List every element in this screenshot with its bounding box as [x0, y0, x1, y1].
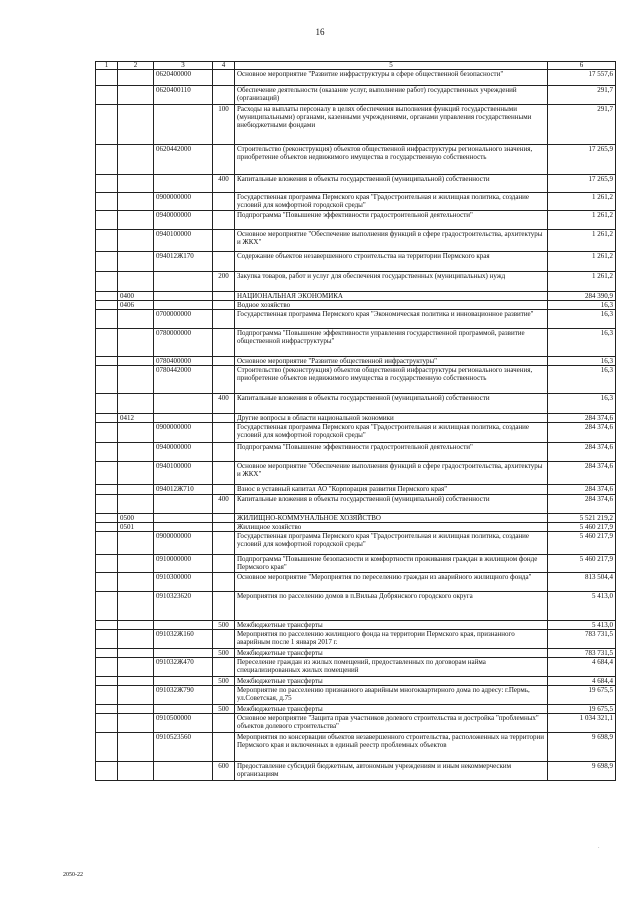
- cell-c3: 0900000000: [154, 423, 213, 443]
- header-cell: 1: [96, 62, 118, 70]
- cell-c4: [213, 630, 235, 649]
- table-row: [96, 86, 616, 105]
- cell-c6: 1 261,2: [548, 193, 616, 211]
- cell-c6: 9 698,9: [548, 762, 616, 781]
- table-row: [96, 230, 616, 252]
- cell-c4: [213, 514, 235, 523]
- table-row: [96, 592, 616, 621]
- table-row: [96, 514, 616, 523]
- cell-c2: [118, 443, 154, 462]
- cell-c5: Обеспечение деятельности (оказание услуг, выполнение работ) государственных учреждений (организаций): [235, 86, 548, 105]
- cell-c5: Основное мероприятие "Обеспечение выполнения функций в сфере градостроительства, архитектуры и ЖКХ": [235, 230, 548, 252]
- header-cell: 3: [154, 62, 213, 70]
- cell-c4: [213, 555, 235, 573]
- cell-c6: 19 675,5: [548, 686, 616, 705]
- cell-c1: [96, 555, 118, 573]
- cell-c5: Межбюджетные трансферты: [235, 649, 548, 658]
- cell-c5: Содержание объектов незавершенного строительства на территории Пермского края: [235, 252, 548, 272]
- cell-c1: [96, 292, 118, 301]
- cell-c3: 0780442000: [154, 366, 213, 394]
- cell-c1: [96, 592, 118, 621]
- cell-c3: 0700000000: [154, 310, 213, 329]
- cell-c3: 0940000000: [154, 443, 213, 462]
- cell-c3: [154, 495, 213, 514]
- cell-c4: [213, 145, 235, 175]
- cell-c3: [154, 649, 213, 658]
- cell-c3: 0910323620: [154, 592, 213, 621]
- cell-c4: [213, 485, 235, 495]
- table-row: [96, 366, 616, 394]
- cell-c6: 5 413,0: [548, 621, 616, 630]
- cell-c4: [213, 658, 235, 677]
- cell-c5: Предоставление субсидий бюджетным, автономным учреждениям и иным некоммерческим организациям: [235, 762, 548, 781]
- cell-c3: 0620400000: [154, 70, 213, 86]
- cell-c6: 16,3: [548, 366, 616, 394]
- cell-c2: [118, 462, 154, 485]
- cell-c2: [118, 658, 154, 677]
- cell-c2: 0406: [118, 301, 154, 310]
- table-row: [96, 272, 616, 292]
- table-row: [96, 495, 616, 514]
- cell-c2: [118, 329, 154, 357]
- table-row: [96, 462, 616, 485]
- cell-c1: [96, 677, 118, 686]
- cell-c4: [213, 230, 235, 252]
- cell-c2: [118, 145, 154, 175]
- table-row: [96, 621, 616, 630]
- cell-c3: 094012Ж170: [154, 252, 213, 272]
- cell-c3: [154, 301, 213, 310]
- cell-c5: Подпрограмма "Повышение эффективности градостроительной деятельности": [235, 211, 548, 230]
- table-row: [96, 105, 616, 145]
- cell-c1: [96, 394, 118, 414]
- cell-c4: [213, 714, 235, 733]
- cell-c6: 284 374,6: [548, 423, 616, 443]
- cell-c4: [213, 329, 235, 357]
- cell-c1: [96, 357, 118, 366]
- cell-c2: [118, 485, 154, 495]
- cell-c6: 284 374,6: [548, 462, 616, 485]
- cell-c2: [118, 621, 154, 630]
- table-row: [96, 762, 616, 781]
- cell-c2: [118, 573, 154, 592]
- cell-c5: Мероприятия по консервации объектов незавершенного строительства, расположенных на территории Пермского края и включенных в единый реестр проблемных объектов: [235, 733, 548, 762]
- table-row: [96, 443, 616, 462]
- table-row: [96, 649, 616, 658]
- cell-c3: 091032Ж470: [154, 658, 213, 677]
- cell-c2: [118, 555, 154, 573]
- cell-c2: [118, 677, 154, 686]
- cell-c5: Государственная программа Пермского края "Градостроительная и жилищная политика, создание условий для комфортной городской среды": [235, 423, 548, 443]
- cell-c2: 0400: [118, 292, 154, 301]
- table-row: [96, 555, 616, 573]
- table-row: [96, 310, 616, 329]
- table-row: [96, 145, 616, 175]
- cell-c2: [118, 714, 154, 733]
- cell-c4: [213, 423, 235, 443]
- cell-c2: [118, 592, 154, 621]
- cell-c6: 783 731,5: [548, 630, 616, 649]
- cell-c3: 0940100000: [154, 230, 213, 252]
- cell-c5: Государственная программа Пермского края "Градостроительная и жилищная политика, создание условий для комфортной городской среды": [235, 193, 548, 211]
- cell-c2: 0412: [118, 414, 154, 423]
- cell-c5: Подпрограмма "Повышение эффективности градостроительной деятельности": [235, 443, 548, 462]
- table-body: [96, 62, 616, 781]
- cell-c6: 9 698,9: [548, 733, 616, 762]
- cell-c4: [213, 733, 235, 762]
- table-row: [96, 175, 616, 193]
- cell-c4: 400: [213, 394, 235, 414]
- cell-c3: [154, 292, 213, 301]
- cell-c1: [96, 621, 118, 630]
- cell-c1: [96, 211, 118, 230]
- header-cell: 4: [213, 62, 235, 70]
- cell-c1: [96, 762, 118, 781]
- cell-c1: [96, 495, 118, 514]
- header-row: [96, 62, 616, 70]
- cell-c1: [96, 523, 118, 532]
- cell-c5: Мероприятия по расселению жилищного фонда на территории Пермского края, признанного аварийным после 1 января 2017 г.: [235, 630, 548, 649]
- cell-c6: 284 374,6: [548, 495, 616, 514]
- cell-c3: [154, 705, 213, 714]
- table-row: [96, 705, 616, 714]
- cell-c2: [118, 649, 154, 658]
- cell-c6: 284 374,6: [548, 485, 616, 495]
- header-cell: 5: [235, 62, 548, 70]
- cell-c3: 0910300000: [154, 573, 213, 592]
- cell-c2: [118, 175, 154, 193]
- margin-mark: .: [598, 844, 600, 850]
- cell-c5: Основное мероприятие "Обеспечение выполнения функций в сфере градостроительства, архитектуры и ЖКХ": [235, 462, 548, 485]
- cell-c4: [213, 211, 235, 230]
- table-row: [96, 630, 616, 649]
- cell-c6: 284 374,6: [548, 443, 616, 462]
- cell-c6: 1 261,2: [548, 272, 616, 292]
- cell-c3: 094012Ж710: [154, 485, 213, 495]
- cell-c4: [213, 523, 235, 532]
- cell-c5: Подпрограмма "Повышение безопасности и комфортности проживания граждан в жилищном фонде Пермского края": [235, 555, 548, 573]
- cell-c1: [96, 462, 118, 485]
- cell-c3: 0620442000: [154, 145, 213, 175]
- cell-c6: 19 675,5: [548, 705, 616, 714]
- cell-c2: [118, 705, 154, 714]
- cell-c4: [213, 193, 235, 211]
- cell-c1: [96, 252, 118, 272]
- table-row: [96, 686, 616, 705]
- cell-c4: [213, 443, 235, 462]
- table-row: [96, 573, 616, 592]
- cell-c5: Основное мероприятие "Развитие общественной инфраструктуры": [235, 357, 548, 366]
- cell-c6: 16,3: [548, 329, 616, 357]
- cell-c3: [154, 394, 213, 414]
- cell-c6: 16,3: [548, 310, 616, 329]
- cell-c5: Капитальные вложения в объекты государственной (муниципальной) собственности: [235, 175, 548, 193]
- cell-c2: [118, 733, 154, 762]
- cell-c4: 600: [213, 762, 235, 781]
- cell-c5: Основное мероприятие "Развитие инфраструктуры в сфере общественной безопасности": [235, 70, 548, 86]
- cell-c6: 5 460 217,9: [548, 532, 616, 555]
- cell-c1: [96, 705, 118, 714]
- cell-c6: 783 731,5: [548, 649, 616, 658]
- header-cell: 6: [548, 62, 616, 70]
- cell-c1: [96, 485, 118, 495]
- cell-c2: [118, 310, 154, 329]
- cell-c2: [118, 70, 154, 86]
- table-row: [96, 423, 616, 443]
- cell-c2: [118, 762, 154, 781]
- cell-c3: 0900000000: [154, 532, 213, 555]
- cell-c4: [213, 366, 235, 394]
- cell-c4: 400: [213, 175, 235, 193]
- cell-c3: 0780000000: [154, 329, 213, 357]
- cell-c6: 5 460 217,9: [548, 523, 616, 532]
- cell-c4: 500: [213, 677, 235, 686]
- cell-c4: [213, 532, 235, 555]
- cell-c6: 284 374,6: [548, 414, 616, 423]
- cell-c1: [96, 105, 118, 145]
- cell-c1: [96, 301, 118, 310]
- cell-c1: [96, 272, 118, 292]
- cell-c6: 813 504,4: [548, 573, 616, 592]
- cell-c6: 17 265,9: [548, 145, 616, 175]
- cell-c2: [118, 86, 154, 105]
- cell-c5: Строительство (реконструкция) объектов общественной инфраструктуры регионального значения, приобретение объектов недвижимого имущества в государственную собственность: [235, 145, 548, 175]
- cell-c5: Водное хозяйство: [235, 301, 548, 310]
- cell-c1: [96, 573, 118, 592]
- cell-c4: [213, 573, 235, 592]
- cell-c1: [96, 733, 118, 762]
- cell-c4: [213, 86, 235, 105]
- cell-c3: [154, 677, 213, 686]
- cell-c2: [118, 272, 154, 292]
- cell-c5: Другие вопросы в области национальной экономики: [235, 414, 548, 423]
- cell-c2: [118, 686, 154, 705]
- cell-c6: 1 261,2: [548, 230, 616, 252]
- cell-c4: [213, 301, 235, 310]
- cell-c2: [118, 357, 154, 366]
- cell-c4: 500: [213, 705, 235, 714]
- cell-c6: 16,3: [548, 357, 616, 366]
- budget-table: [95, 61, 616, 781]
- cell-c3: 0940100000: [154, 462, 213, 485]
- cell-c6: 291,7: [548, 105, 616, 145]
- table-row: [96, 485, 616, 495]
- cell-c1: [96, 443, 118, 462]
- cell-c3: 0780400000: [154, 357, 213, 366]
- cell-c1: [96, 686, 118, 705]
- cell-c2: [118, 230, 154, 252]
- cell-c1: [96, 532, 118, 555]
- table-row: [96, 70, 616, 86]
- cell-c5: Жилищное хозяйство: [235, 523, 548, 532]
- cell-c1: [96, 145, 118, 175]
- cell-c4: [213, 592, 235, 621]
- cell-c6: 1 261,2: [548, 252, 616, 272]
- cell-c2: 0500: [118, 514, 154, 523]
- cell-c4: 400: [213, 495, 235, 514]
- cell-c5: Строительство (реконструкция) объектов общественной инфраструктуры регионального значения, приобретение объектов недвижимого имущества в государственную собственность: [235, 366, 548, 394]
- cell-c4: 500: [213, 621, 235, 630]
- cell-c5: Государственная программа Пермского края "Градостроительная и жилищная политика, создание условий для комфортной городской среды": [235, 532, 548, 555]
- cell-c1: [96, 329, 118, 357]
- cell-c5: Переселение граждан из жилых помещений, предоставленных по договорам найма специализированных жилых помещений: [235, 658, 548, 677]
- cell-c4: 200: [213, 272, 235, 292]
- cell-c4: 100: [213, 105, 235, 145]
- cell-c1: [96, 70, 118, 86]
- table-row: [96, 532, 616, 555]
- cell-c1: [96, 514, 118, 523]
- cell-c2: 0501: [118, 523, 154, 532]
- cell-c1: [96, 366, 118, 394]
- cell-c6: 5 413,0: [548, 592, 616, 621]
- cell-c6: 284 390,9: [548, 292, 616, 301]
- cell-c6: 5 521 219,2: [548, 514, 616, 523]
- cell-c5: Капитальные вложения в объекты государственной (муниципальной) собственности: [235, 394, 548, 414]
- cell-c2: [118, 495, 154, 514]
- cell-c1: [96, 310, 118, 329]
- cell-c4: [213, 292, 235, 301]
- table-row: [96, 292, 616, 301]
- cell-c1: [96, 423, 118, 443]
- cell-c1: [96, 86, 118, 105]
- cell-c5: ЖИЛИЩНО-КОММУНАЛЬНОЕ ХОЗЯЙСТВО: [235, 514, 548, 523]
- cell-c5: Закупка товаров, работ и услуг для обеспечения государственных (муниципальных) нужд: [235, 272, 548, 292]
- cell-c1: [96, 630, 118, 649]
- cell-c2: [118, 252, 154, 272]
- cell-c3: 0900000000: [154, 193, 213, 211]
- cell-c6: 16,3: [548, 394, 616, 414]
- cell-c5: Мероприятие по расселению признанного аварийным многоквартирного дома по адресу: г.Пермь, ул.Советская, д.75: [235, 686, 548, 705]
- cell-c3: [154, 621, 213, 630]
- table-row: [96, 677, 616, 686]
- cell-c2: [118, 105, 154, 145]
- cell-c1: [96, 175, 118, 193]
- cell-c4: [213, 462, 235, 485]
- cell-c5: Основное мероприятие "Защита прав участников долевого строительства и достройка "проблемных" объектов долевого строительства": [235, 714, 548, 733]
- cell-c6: 5 460 217,9: [548, 555, 616, 573]
- cell-c5: Мероприятия по расселению домов в п.Вильва Добрянского городского округа: [235, 592, 548, 621]
- table-row: [96, 414, 616, 423]
- cell-c6: 17 265,9: [548, 175, 616, 193]
- cell-c6: 17 557,6: [548, 70, 616, 86]
- cell-c3: 0910000000: [154, 555, 213, 573]
- cell-c4: [213, 686, 235, 705]
- cell-c5: Межбюджетные трансферты: [235, 705, 548, 714]
- table-row: [96, 714, 616, 733]
- cell-c6: 1 261,2: [548, 211, 616, 230]
- cell-c3: [154, 272, 213, 292]
- cell-c2: [118, 394, 154, 414]
- cell-c5: Капитальные вложения в объекты государственной (муниципальной) собственности: [235, 495, 548, 514]
- cell-c1: [96, 193, 118, 211]
- cell-c5: Межбюджетные трансферты: [235, 677, 548, 686]
- cell-c3: 0910500000: [154, 714, 213, 733]
- cell-c2: [118, 366, 154, 394]
- cell-c1: [96, 230, 118, 252]
- cell-c5: Государственная программа Пермского края "Экономическая политика и инновационное развитие": [235, 310, 548, 329]
- cell-c3: [154, 514, 213, 523]
- cell-c4: [213, 414, 235, 423]
- header-cell: 2: [118, 62, 154, 70]
- footer-code: 2050-22: [63, 872, 83, 878]
- cell-c6: 4 684,4: [548, 658, 616, 677]
- cell-c3: [154, 175, 213, 193]
- table-row: [96, 357, 616, 366]
- cell-c5: НАЦИОНАЛЬНАЯ ЭКОНОМИКА: [235, 292, 548, 301]
- cell-c1: [96, 414, 118, 423]
- cell-c2: [118, 211, 154, 230]
- cell-c2: [118, 630, 154, 649]
- cell-c3: [154, 523, 213, 532]
- table-row: [96, 658, 616, 677]
- cell-c4: [213, 70, 235, 86]
- cell-c6: 4 684,4: [548, 677, 616, 686]
- table-row: [96, 211, 616, 230]
- cell-c4: [213, 252, 235, 272]
- cell-c5: Межбюджетные трансферты: [235, 621, 548, 630]
- cell-c3: [154, 414, 213, 423]
- table-row: [96, 301, 616, 310]
- cell-c3: 0940000000: [154, 211, 213, 230]
- table-row: [96, 394, 616, 414]
- cell-c3: 0620400110: [154, 86, 213, 105]
- cell-c2: [118, 423, 154, 443]
- cell-c3: [154, 762, 213, 781]
- table-row: [96, 193, 616, 211]
- cell-c4: [213, 310, 235, 329]
- table-row: [96, 329, 616, 357]
- cell-c6: 1 034 321,1: [548, 714, 616, 733]
- table-row: [96, 733, 616, 762]
- cell-c5: Основное мероприятие "Мероприятия по переселению граждан из аварийного жилищного фонда": [235, 573, 548, 592]
- cell-c3: 0910523560: [154, 733, 213, 762]
- cell-c6: 291,7: [548, 86, 616, 105]
- cell-c3: 091032Ж790: [154, 686, 213, 705]
- cell-c4: 500: [213, 649, 235, 658]
- cell-c5: Расходы на выплаты персоналу в целях обеспечения выполнения функций государственными (муниципальными) органами, казенными учреждениями, органами управления государственными внебюджетными фондами: [235, 105, 548, 145]
- cell-c5: Подпрограмма "Повышение эффективности управления государственной программой, развитие общественной инфраструктуры": [235, 329, 548, 357]
- page-number: 16: [315, 27, 325, 37]
- cell-c2: [118, 532, 154, 555]
- cell-c3: 091032Ж160: [154, 630, 213, 649]
- cell-c1: [96, 714, 118, 733]
- cell-c1: [96, 658, 118, 677]
- table-row: [96, 252, 616, 272]
- cell-c2: [118, 193, 154, 211]
- cell-c6: 16,3: [548, 301, 616, 310]
- cell-c5: Взнос в уставный капитал АО "Корпорация развития Пермского края": [235, 485, 548, 495]
- cell-c4: [213, 357, 235, 366]
- cell-c3: [154, 105, 213, 145]
- cell-c1: [96, 649, 118, 658]
- table-row: [96, 523, 616, 532]
